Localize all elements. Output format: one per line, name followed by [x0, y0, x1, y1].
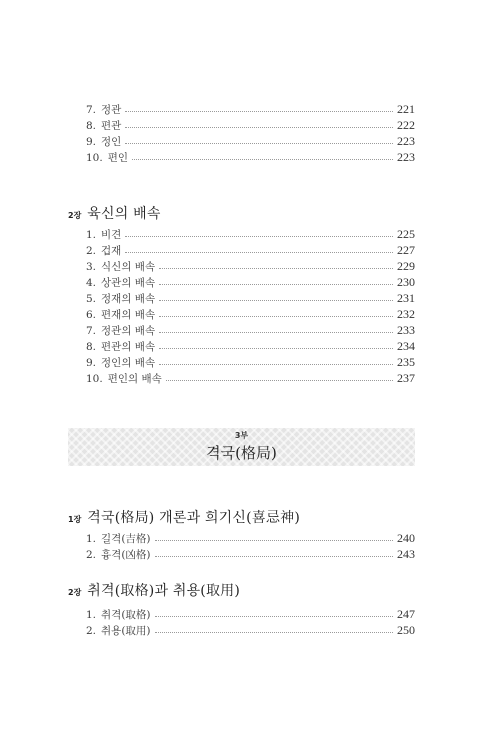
leader-dots — [155, 616, 393, 617]
leader-dots — [159, 364, 393, 365]
chapter-title: 육신의 배속 — [87, 206, 161, 222]
toc-entry — [86, 274, 415, 290]
toc-entry-number: 10. — [86, 152, 103, 164]
toc-entry-title: 편재의 배속 — [101, 309, 156, 321]
toc-entry-title: 식신의 배속 — [101, 261, 156, 273]
toc-entry-title: 편관의 배속 — [101, 341, 156, 353]
chapter-number: 2장 — [68, 211, 82, 220]
toc-entry-number: 9. — [86, 136, 97, 148]
toc-entry-page: 240 — [397, 531, 415, 545]
toc-entry-title: 정관 — [101, 104, 122, 116]
toc-entry — [86, 149, 415, 165]
toc-entry-title: 편인 — [107, 152, 128, 164]
leader-dots — [159, 300, 393, 301]
leader-dots — [159, 268, 393, 269]
toc-entry-number: 1. — [86, 609, 97, 621]
chapter-title: 취격(取格)과 취용(取用) — [87, 583, 241, 599]
toc-list-continued — [86, 101, 415, 165]
toc-entry — [86, 258, 415, 274]
toc-entry-title: 편인의 배속 — [107, 373, 162, 385]
toc-entry-page: 247 — [397, 607, 415, 621]
toc-list-chapter — [86, 226, 415, 386]
chapter-title: 격국(格局) 개론과 희기신(喜忌神) — [87, 510, 301, 526]
toc-entry — [86, 290, 415, 306]
toc-entry-title: 정인 — [101, 136, 122, 148]
leader-dots — [159, 332, 393, 333]
toc-entry-number: 2. — [86, 549, 97, 561]
leader-dots — [125, 127, 393, 128]
toc-entry-number: 1. — [86, 533, 97, 545]
toc-entry-number: 1. — [86, 229, 97, 241]
leader-dots — [159, 284, 393, 285]
toc-list-chapter — [86, 530, 415, 562]
toc-entry — [86, 606, 415, 622]
toc-entry-title: 흉격(凶格) — [101, 549, 151, 561]
chapter-heading — [68, 203, 161, 223]
toc-entry-title: 정인의 배속 — [101, 357, 156, 369]
toc-entry-number: 7. — [86, 104, 97, 116]
toc-entry-page: 234 — [397, 339, 415, 353]
toc-entry-number: 3. — [86, 261, 97, 273]
toc-entry — [86, 354, 415, 370]
toc-entry-title: 정재의 배속 — [101, 293, 156, 305]
leader-dots — [155, 632, 393, 633]
toc-entry-title: 상관의 배속 — [101, 277, 156, 289]
leader-dots — [125, 252, 393, 253]
toc-entry-number: 4. — [86, 277, 97, 289]
toc-entry-page: 237 — [397, 371, 415, 385]
toc-entry-page: 230 — [397, 275, 415, 289]
chapter-heading — [68, 580, 240, 600]
part-label: 3부 — [234, 431, 249, 440]
toc-entry-page: 223 — [397, 150, 415, 164]
toc-entry-number: 10. — [86, 373, 103, 385]
toc-entry-page: 250 — [397, 623, 415, 637]
toc-entry-page: 232 — [397, 307, 415, 321]
toc-entry-number: 8. — [86, 120, 97, 132]
toc-entry — [86, 530, 415, 546]
toc-entry-page: 243 — [397, 547, 415, 561]
toc-entry-page: 233 — [397, 323, 415, 337]
leader-dots — [155, 540, 393, 541]
toc-entry-title: 취격(取格) — [101, 609, 151, 621]
toc-entry — [86, 133, 415, 149]
toc-entry-number: 2. — [86, 245, 97, 257]
toc-entry-title: 비견 — [101, 229, 122, 241]
toc-entry-page: 227 — [397, 243, 415, 257]
toc-entry-title: 편관 — [101, 120, 122, 132]
toc-entry-number: 8. — [86, 341, 97, 353]
toc-entry — [86, 338, 415, 354]
toc-entry-page: 235 — [397, 355, 415, 369]
leader-dots — [125, 111, 393, 112]
part-banner — [68, 428, 415, 466]
chapter-number: 1장 — [68, 515, 82, 524]
leader-dots — [125, 143, 393, 144]
toc-entry-page: 225 — [397, 227, 415, 241]
toc-entry-page: 223 — [397, 134, 415, 148]
toc-entry-page: 231 — [397, 291, 415, 305]
toc-entry-number: 9. — [86, 357, 97, 369]
toc-entry-number: 7. — [86, 325, 97, 337]
leader-dots — [155, 556, 393, 557]
toc-entry-title: 취용(取用) — [101, 625, 151, 637]
toc-entry-page: 229 — [397, 259, 415, 273]
leader-dots — [166, 380, 393, 381]
part-title: 격국(格局) — [206, 444, 277, 462]
toc-entry — [86, 117, 415, 133]
leader-dots — [132, 159, 393, 160]
toc-entry — [86, 322, 415, 338]
toc-entry — [86, 101, 415, 117]
toc-entry-page: 222 — [397, 118, 415, 132]
chapter-number: 2장 — [68, 588, 82, 597]
leader-dots — [159, 348, 393, 349]
chapter-heading — [68, 507, 300, 527]
toc-entry-number: 5. — [86, 293, 97, 305]
toc-entry-title: 길격(吉格) — [101, 533, 151, 545]
leader-dots — [125, 236, 393, 237]
toc-entry — [86, 546, 415, 562]
toc-entry-title: 정관의 배속 — [101, 325, 156, 337]
toc-entry — [86, 370, 415, 386]
toc-entry-title: 겁재 — [101, 245, 122, 257]
toc-entry-number: 6. — [86, 309, 97, 321]
toc-entry-number: 2. — [86, 625, 97, 637]
toc-list-chapter — [86, 606, 415, 638]
leader-dots — [159, 316, 393, 317]
toc-entry — [86, 306, 415, 322]
toc-entry — [86, 242, 415, 258]
toc-entry — [86, 622, 415, 638]
toc-entry-page: 221 — [397, 102, 415, 116]
toc-entry — [86, 226, 415, 242]
